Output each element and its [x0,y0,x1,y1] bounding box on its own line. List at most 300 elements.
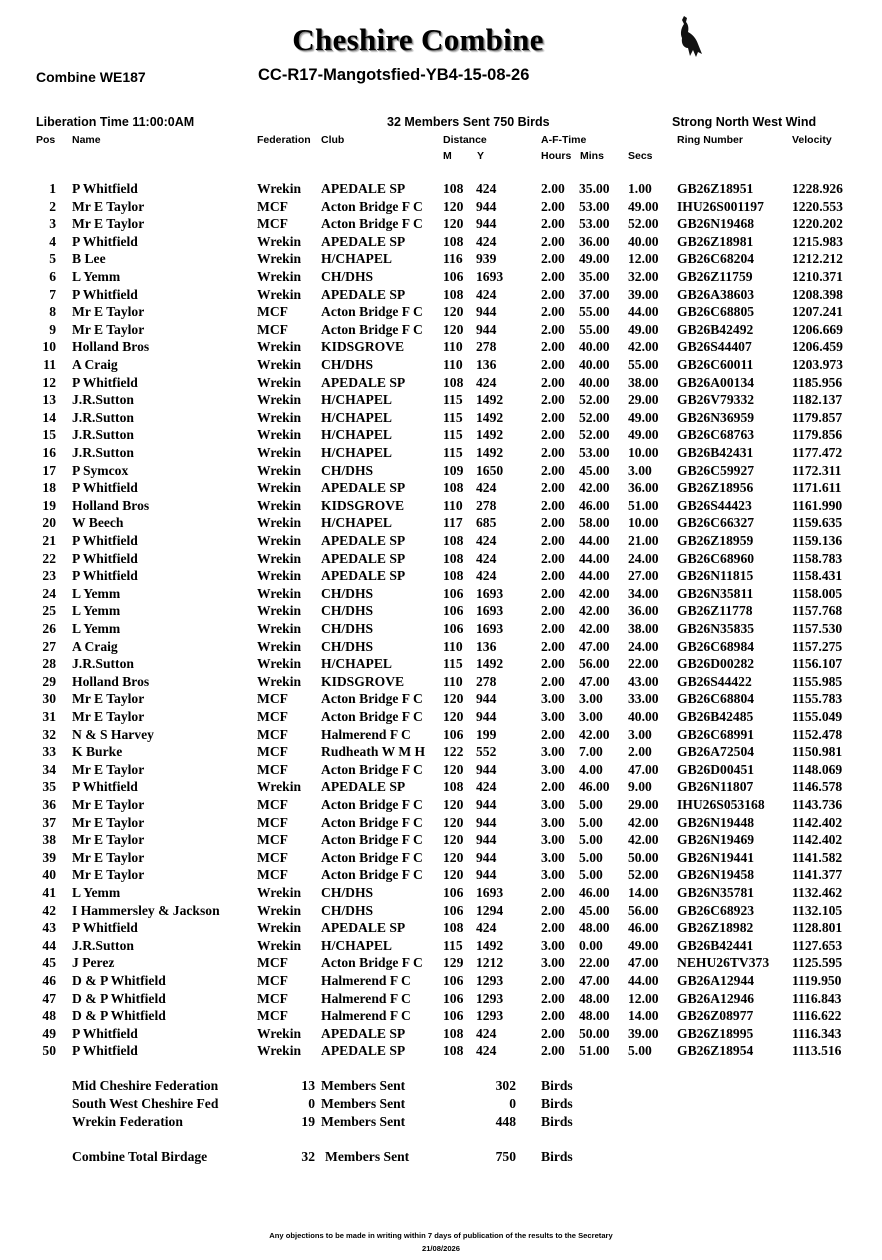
row-mins: 49.00 [579,251,610,267]
row-hours: 2.00 [541,973,565,988]
row-secs: 32.00 [628,269,659,284]
row-pos: 1 [49,181,56,196]
row-club: Acton Bridge F C [321,304,423,320]
row-secs: 49.00 [628,427,659,443]
col-hours: Hours [541,150,572,162]
row-federation: Wrekin [257,445,302,460]
row-ring-number: GB26S44423 [677,497,752,513]
table-row [0,779,882,797]
row-miles: 110 [443,357,463,372]
row-hours: 2.00 [541,621,565,636]
row-federation: Wrekin [257,286,302,302]
row-ring-number: GB26C68204 [677,251,755,267]
row-yards: 944 [476,814,497,830]
row-pos: 24 [42,585,56,601]
row-velocity: 1157.275 [792,638,843,654]
row-mins: 52.00 [579,392,610,408]
summary-members-count: 19 [301,1114,315,1129]
row-hours: 2.00 [541,550,565,566]
table-row [0,568,882,586]
row-club: H/CHAPEL [321,445,392,460]
row-federation: MCF [257,867,288,883]
row-ring-number: GB26B42492 [677,321,754,337]
row-velocity: 1116.343 [792,1025,842,1041]
row-miles: 129 [443,955,464,971]
row-federation: MCF [257,955,288,971]
summary-members-label: Members Sent [325,1149,410,1164]
row-miles: 120 [443,761,464,777]
row-ring-number: GB26C68923 [677,902,755,918]
row-miles: 108 [443,286,464,302]
row-miles: 108 [443,1043,464,1059]
summary-label: Wrekin Federation [72,1114,183,1129]
row-ring-number: NEHU26TV373 [677,955,770,971]
row-club: Acton Bridge F C [321,955,423,971]
row-pos: 33 [42,744,56,760]
row-name: A Craig [72,638,118,654]
row-hours: 2.00 [541,1043,565,1059]
row-club: APEDALE SP [321,233,406,249]
summary-birds-count: 750 [495,1149,516,1164]
row-federation: Wrekin [257,409,302,425]
row-club: APEDALE SP [321,374,406,390]
row-miles: 106 [443,990,464,1006]
row-name: Holland Bros [72,339,150,355]
row-velocity: 1159.635 [792,515,843,531]
row-mins: 55.00 [579,321,610,337]
row-mins: 3.00 [579,709,603,724]
row-mins: 42.00 [579,480,610,496]
row-federation: Wrekin [257,339,302,355]
table-row [0,973,882,991]
row-mins: 7.00 [579,744,603,760]
row-ring-number: GB26N19441 [677,849,755,865]
summary-birds-label: Birds [541,1149,573,1164]
row-yards: 685 [476,515,497,531]
row-secs: 52.00 [628,216,659,232]
row-club: CH/DHS [321,638,374,654]
row-miles: 120 [443,198,464,214]
row-mins: 50.00 [579,1025,610,1041]
row-federation: Wrekin [257,1043,302,1059]
row-federation: Wrekin [257,427,302,443]
table-row [0,269,882,287]
row-ring-number: GB26A12946 [677,990,755,1006]
row-miles: 120 [443,832,464,848]
row-yards: 424 [476,233,497,249]
row-federation: Wrekin [257,480,302,496]
row-federation: MCF [257,216,288,232]
row-miles: 120 [443,867,464,883]
row-name: Holland Bros [72,497,150,513]
row-yards: 1492 [476,656,504,672]
row-club: Halmerend F C [321,990,411,1006]
row-secs: 1.00 [628,181,652,196]
row-federation: Wrekin [257,515,302,531]
row-hours: 2.00 [541,497,565,513]
row-federation: Wrekin [257,251,302,267]
row-pos: 39 [42,849,56,865]
summary-label: South West Cheshire Fed [72,1096,219,1111]
row-miles: 122 [443,744,464,760]
row-pos: 21 [42,533,56,548]
row-pos: 44 [42,937,56,953]
row-velocity: 1185.956 [792,374,843,390]
row-velocity: 1208.398 [792,286,843,302]
row-mins: 51.00 [579,1043,610,1059]
row-name: D & P Whitfield [72,990,166,1006]
table-row [0,674,882,692]
row-secs: 12.00 [628,251,659,267]
row-club: Acton Bridge F C [321,216,423,232]
row-mins: 42.00 [579,603,610,619]
table-row [0,287,882,305]
row-name: Mr E Taylor [72,797,145,812]
row-hours: 2.00 [541,920,565,936]
row-hours: 2.00 [541,656,565,672]
row-pos: 2 [49,198,56,214]
table-row [0,199,882,217]
row-velocity: 1207.241 [792,304,843,320]
row-ring-number: GB26N19458 [677,867,755,883]
row-name: P Whitfield [72,533,138,548]
row-hours: 2.00 [541,638,565,654]
table-row [0,621,882,639]
row-miles: 106 [443,973,464,988]
row-secs: 10.00 [628,445,659,460]
row-club: APEDALE SP [321,286,406,302]
row-federation: Wrekin [257,269,302,284]
row-hours: 3.00 [541,955,565,971]
row-club: Acton Bridge F C [321,321,423,337]
row-name: Mr E Taylor [72,709,145,724]
row-club: CH/DHS [321,885,374,900]
row-secs: 3.00 [628,462,652,478]
col-pos: Pos [36,134,56,146]
row-hours: 2.00 [541,885,565,900]
row-mins: 42.00 [579,726,610,742]
row-secs: 24.00 [628,638,659,654]
row-velocity: 1206.459 [792,339,843,355]
row-pos: 45 [42,955,56,971]
row-pos: 13 [42,392,56,408]
summary-label: Mid Cheshire Federation [72,1078,219,1093]
row-pos: 26 [42,621,56,636]
row-pos: 25 [42,603,56,619]
row-name: W Beech [72,515,124,531]
wind-conditions: Strong North West Wind [672,115,817,129]
row-hours: 2.00 [541,409,565,425]
row-mins: 48.00 [579,1008,610,1024]
row-federation: MCF [257,321,288,337]
row-hours: 2.00 [541,603,565,619]
row-name: P Whitfield [72,779,138,795]
row-yards: 944 [476,832,497,848]
table-row [0,762,882,780]
row-club: Acton Bridge F C [321,832,423,848]
row-ring-number: GB26B42485 [677,709,754,724]
row-pos: 8 [49,304,56,320]
row-miles: 106 [443,726,464,742]
row-yards: 424 [476,286,497,302]
row-ring-number: GB26C68805 [677,304,755,320]
row-hours: 2.00 [541,779,565,795]
row-name: K Burke [72,744,123,760]
row-yards: 939 [476,251,497,267]
row-ring-number: GB26A72504 [677,744,755,760]
row-miles: 120 [443,814,464,830]
row-secs: 14.00 [628,1008,659,1024]
table-row [0,885,882,903]
row-club: Acton Bridge F C [321,198,423,214]
table-row [0,797,882,815]
row-federation: Wrekin [257,656,302,672]
table-row [0,1043,882,1061]
row-secs: 56.00 [628,902,659,918]
row-mins: 53.00 [579,216,610,232]
row-club: Acton Bridge F C [321,867,423,883]
row-velocity: 1155.985 [792,673,843,689]
row-yards: 136 [476,357,497,372]
row-federation: Wrekin [257,920,302,936]
row-yards: 944 [476,709,497,724]
row-velocity: 1142.402 [792,814,843,830]
row-club: APEDALE SP [321,480,406,496]
row-name: D & P Whitfield [72,973,166,988]
row-mins: 52.00 [579,427,610,443]
row-yards: 278 [476,497,497,513]
summary-birds-count: 448 [495,1114,516,1129]
row-yards: 944 [476,198,497,214]
row-velocity: 1179.857 [792,409,843,425]
row-hours: 2.00 [541,462,565,478]
row-pos: 23 [42,568,56,584]
row-hours: 2.00 [541,357,565,372]
table-row [0,181,882,199]
row-yards: 944 [476,321,497,337]
row-velocity: 1212.212 [792,251,843,267]
row-miles: 120 [443,216,464,232]
row-yards: 424 [476,1025,497,1041]
col-ring: Ring Number [677,134,743,146]
row-mins: 47.00 [579,973,610,988]
row-hours: 3.00 [541,849,565,865]
table-row [0,463,882,481]
row-name: L Yemm [72,621,121,636]
row-ring-number: GB26Z18956 [677,480,754,496]
row-club: Halmerend F C [321,726,411,742]
row-name: P Whitfield [72,480,138,496]
row-secs: 34.00 [628,585,659,601]
row-federation: MCF [257,691,288,707]
table-row [0,832,882,850]
row-pos: 17 [42,462,56,478]
row-mins: 37.00 [579,286,610,302]
row-velocity: 1116.622 [792,1008,842,1024]
summary-members-label: Members Sent [321,1114,406,1129]
row-pos: 32 [42,726,56,742]
row-velocity: 1157.530 [792,621,843,636]
row-velocity: 1156.107 [792,656,843,672]
row-federation: MCF [257,849,288,865]
row-club: Halmerend F C [321,1008,411,1024]
row-secs: 36.00 [628,480,659,496]
row-velocity: 1203.973 [792,357,843,372]
row-ring-number: IHU26S053168 [677,797,765,812]
row-name: J.R.Sutton [72,656,134,672]
row-hours: 2.00 [541,251,565,267]
row-name: L Yemm [72,885,121,900]
row-miles: 106 [443,585,464,601]
row-name: J Perez [72,955,115,971]
row-ring-number: GB26N35781 [677,885,755,900]
row-federation: Wrekin [257,603,302,619]
row-mins: 52.00 [579,409,610,425]
row-miles: 110 [443,497,463,513]
row-ring-number: GB26V79332 [677,392,755,408]
table-row [0,551,882,569]
table-row [0,304,882,322]
row-pos: 27 [42,638,56,654]
row-pos: 28 [42,656,56,672]
row-pos: 41 [42,885,56,900]
row-velocity: 1157.768 [792,603,843,619]
row-pos: 4 [49,233,56,249]
row-club: APEDALE SP [321,550,406,566]
table-row [0,603,882,621]
row-yards: 424 [476,374,497,390]
row-club: KIDSGROVE [321,339,405,355]
row-mins: 3.00 [579,691,603,707]
row-club: H/CHAPEL [321,409,392,425]
row-hours: 3.00 [541,691,565,707]
row-hours: 2.00 [541,286,565,302]
row-hours: 2.00 [541,480,565,496]
row-yards: 1212 [476,955,504,971]
row-ring-number: GB26N36959 [677,409,755,425]
row-secs: 40.00 [628,709,659,724]
row-federation: MCF [257,761,288,777]
row-miles: 106 [443,269,464,284]
row-yards: 944 [476,691,497,707]
col-club: Club [321,134,345,146]
row-miles: 106 [443,902,464,918]
row-hours: 2.00 [541,198,565,214]
row-velocity: 1125.595 [792,955,843,971]
row-club: KIDSGROVE [321,497,405,513]
row-club: APEDALE SP [321,568,406,584]
row-ring-number: GB26Z18959 [677,533,754,548]
row-federation: Wrekin [257,357,302,372]
row-velocity: 1155.783 [792,691,843,707]
row-velocity: 1215.983 [792,233,843,249]
row-secs: 39.00 [628,286,659,302]
row-velocity: 1158.431 [792,568,843,584]
row-club: CH/DHS [321,357,374,372]
row-velocity: 1132.462 [792,885,843,900]
row-pos: 15 [42,427,56,443]
row-mins: 5.00 [579,849,603,865]
row-yards: 1492 [476,409,504,425]
footer-date: 21/08/2026 [421,1244,460,1253]
row-hours: 3.00 [541,867,565,883]
row-name: Mr E Taylor [72,304,145,320]
row-mins: 58.00 [579,515,610,531]
row-club: Acton Bridge F C [321,709,423,724]
row-ring-number: GB26C68804 [677,691,755,707]
race-code: CC-R17-Mangotsfied-YB4-15-08-26 [258,66,530,84]
row-federation: Wrekin [257,937,302,953]
row-federation: Wrekin [257,392,302,408]
row-ring-number: GB26Z18982 [677,920,754,936]
row-miles: 109 [443,462,464,478]
row-pos: 11 [43,357,56,372]
row-hours: 2.00 [541,673,565,689]
row-mins: 5.00 [579,814,603,830]
row-secs: 42.00 [628,339,659,355]
row-mins: 35.00 [579,269,610,284]
row-club: Acton Bridge F C [321,691,423,707]
row-velocity: 1182.137 [792,392,843,408]
row-mins: 46.00 [579,779,610,795]
row-secs: 29.00 [628,392,659,408]
row-secs: 36.00 [628,603,659,619]
row-club: APEDALE SP [321,779,406,795]
row-secs: 12.00 [628,990,659,1006]
row-hours: 2.00 [541,1008,565,1024]
row-miles: 115 [443,409,463,425]
row-ring-number: GB26A00134 [677,374,755,390]
row-name: I Hammersley & Jackson [72,902,220,918]
table-row [0,234,882,252]
row-ring-number: GB26Z11759 [677,269,753,284]
row-ring-number: GB26Z11778 [677,603,753,619]
row-name: D & P Whitfield [72,1008,166,1024]
row-ring-number: GB26D00282 [677,656,755,672]
row-velocity: 1146.578 [792,779,843,795]
row-hours: 2.00 [541,321,565,337]
table-row [0,427,882,445]
row-miles: 108 [443,233,464,249]
table-row [0,867,882,885]
row-miles: 116 [443,251,463,267]
row-miles: 108 [443,779,464,795]
row-federation: MCF [257,709,288,724]
row-secs: 29.00 [628,797,659,812]
row-yards: 1293 [476,1008,504,1024]
row-yards: 552 [476,744,497,760]
col-aftime: A-F-Time [541,134,587,146]
row-hours: 2.00 [541,269,565,284]
row-yards: 424 [476,533,497,548]
row-yards: 1693 [476,621,504,636]
row-hours: 2.00 [541,1025,565,1041]
row-club: APEDALE SP [321,1043,406,1059]
row-secs: 52.00 [628,867,659,883]
row-ring-number: GB26C68960 [677,550,755,566]
row-miles: 108 [443,181,464,196]
row-federation: Wrekin [257,568,302,584]
row-pos: 43 [42,920,56,936]
row-hours: 2.00 [541,902,565,918]
row-mins: 5.00 [579,867,603,883]
row-velocity: 1220.553 [792,198,843,214]
row-miles: 106 [443,1008,464,1024]
row-federation: MCF [257,832,288,848]
row-mins: 42.00 [579,621,610,636]
row-yards: 136 [476,638,497,654]
row-federation: MCF [257,814,288,830]
